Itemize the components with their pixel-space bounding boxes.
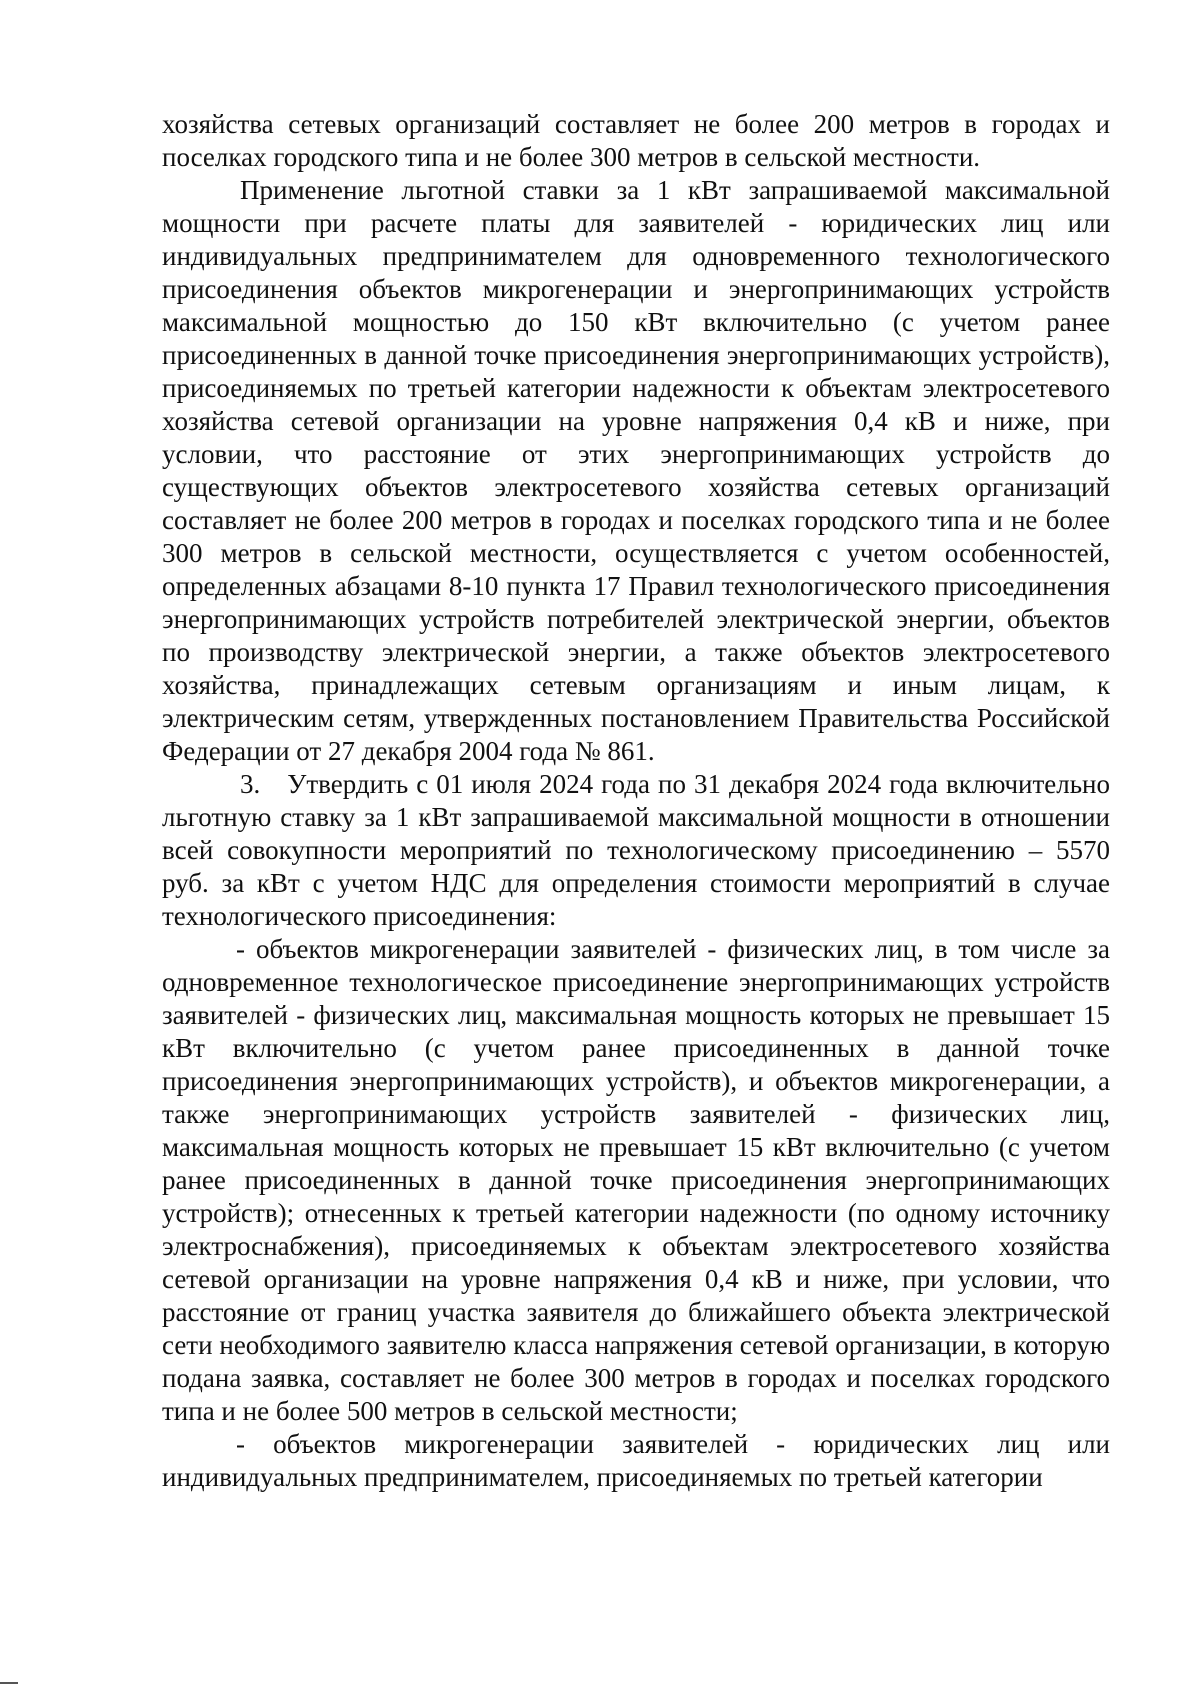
paragraph-preferential-rate-legal-entities: Применение льготной ставки за 1 кВт запрашиваемой максимальной мощности при расчете платы для заявителей - юридических лиц или индивидуальных предпринимателем для одновременного технологического присоединения объектов микрогенерации и энергопринимающих устройств максимальной мощностью до 150 кВт включительно (с учетом ранее присоединенных в данной точке присоединения энергопринимающих устройств), присоединяемых по третьей категории надежности к объектам электросетевого хозяйства сетевой организации на уровне напряжения 0,4 кВ и ниже, при условии, что расстояние от этих энергопринимающих устройств до существующих объектов электросетевого хозяйства сетевых организаций составляет не более 200 метров в городах и поселках городского типа и не более 300 метров в сельской местности, осуществляется с учетом особенностей, определенных абзацами 8-10 пункта 17 Правил технологического присоединения энергопринимающих устройств потребителей электрической энергии, объектов по производству электрической энергии, а также объектов электросетевого хозяйства, принадлежащих сетевым организациям и иным лицам, к электрическим сетям, утвержденных постановлением Правительства Российской Федерации от 27 декабря 2004 года № 861. [162, 175, 1110, 766]
document-page [162, 108, 1110, 1494]
paragraph-continuation: хозяйства сетевых организаций составляет не более 200 метров в городах и поселках городского типа и не более 300 метров в сельской местности. [162, 109, 1110, 172]
paragraph-dash-individuals: - объектов микрогенерации заявителей - физических лиц, в том числе за одновременное технологическое присоединение энергопринимающих устройств заявителей - физических лиц, максимальная мощность которых не превышает 15 кВт включительно (с учетом ранее присоединенных в данной точке присоединения энергопринимающих устройств), и объектов микрогенерации, а также энергопринимающих устройств заявителей - физических лиц, максимальная мощность которых не превышает 15 кВт включительно (с учетом ранее присоединенных в данной точке присоединения энергопринимающих устройств); отнесенных к третьей категории надежности (по одному источнику электроснабжения), присоединяемых к объектам электросетевого хозяйства сетевой организации на уровне напряжения 0,4 кВ и ниже, при условии, что расстояние от границ участка заявителя до ближайшего объекта электрической сети необходимого заявителю класса напряжения сетевой организации, в которую подана заявка, составляет не более 300 метров в городах и поселках городского типа и не более 500 метров в сельской местности; [162, 934, 1110, 1426]
scan-edge-mark [0, 1682, 18, 1684]
paragraph-dash-legal-entities: - объектов микрогенерации заявителей - юридических лиц или индивидуальных предпринимателем, присоединяемых по третьей категории [162, 1429, 1110, 1492]
paragraph-item-3: 3. Утвердить с 01 июля 2024 года по 31 декабря 2024 года включительно льготную ставку за 1 кВт запрашиваемой максимальной мощности в отношении всей совокупности мероприятий по технологическому присоединению – 5570 руб. за кВт с учетом НДС для определения стоимости мероприятий в случае технологического присоединения: [162, 769, 1110, 931]
